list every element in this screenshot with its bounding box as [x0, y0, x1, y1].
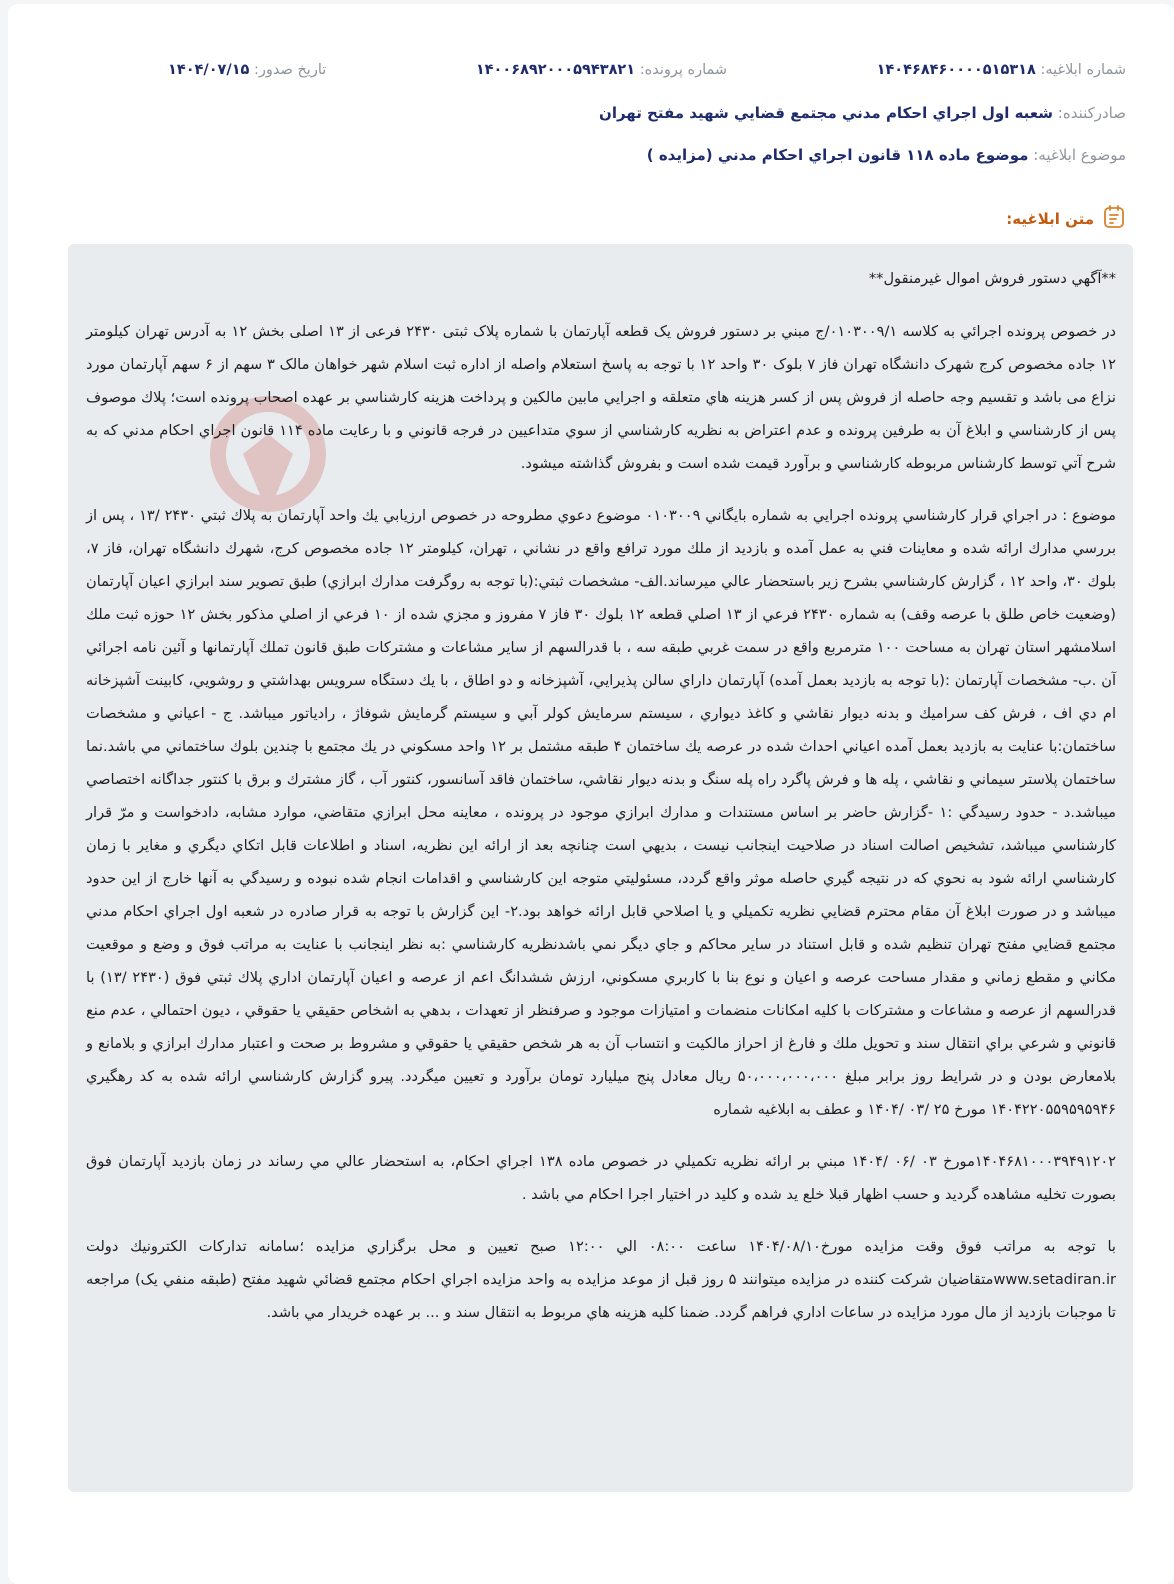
issue-date-label: تاریخ صدور: [254, 62, 327, 78]
notice-paragraph: در خصوص پرونده اجرائي به كلاسه ۰۱۰۳۰۰۹/۱/ج مبني بر دستور فروش يک قطعه آپارتمان با شماره پلاک ثبتی ۲۴۳۰ فرعی از ۱۳ اصلی بخش ۱۲ به آدرس تهران کیلومتر ۱۲ جاده مخصوص کرج شهرک دانشگاه تهران فاز ۷ بلوک ۳۰ واحد ۱۲ با توجه به پاسخ استعلام واصله از اداره ثبت اسلام شهر خواهان مالک ۳ سهم از ۶ سهم آپارتمان مورد نزاع می باشد و تقسیم وجه حاصله از فروش پس از کسر هزینه هاي متعلقه و اجرايي مابين مالكين و پرداخت هزينه كارشناسي بر عهده اصحاب پرونده است؛ پلاك موصوف پس از كارشناسي و ابلاغ آن به طرفين پرونده و عدم اعتراض به نظريه كارشناسي از سوي متداعيين در فرجه قانوني و با رعايت ماده ۱۱۴ قانون اجراي احكام مدني كه به شرح آتي توسط كارشناس مربوطه كارشناسي و برآورد قيمت شده است و بفروش گذاشته ميشود. [86, 323, 1116, 472]
notice-heading: **آگهي دستور فروش اموال غيرمنقول** [868, 270, 1116, 287]
subject-row [647, 146, 1126, 164]
notice-meta-row [68, 62, 1126, 86]
notice-text-heading [1006, 204, 1126, 234]
issuer-label: صادرکننده: [1057, 104, 1126, 122]
notice-number-value: ۱۴۰۴۶۸۴۶۰۰۰۰۵۱۵۳۱۸ [876, 62, 1036, 78]
issuer-row [599, 104, 1126, 122]
subject-label: موضوع ابلاغیه: [1033, 146, 1126, 164]
notice-number [877, 62, 1126, 86]
case-number [476, 62, 727, 86]
issue-date [168, 62, 326, 86]
notice-body-box [68, 244, 1133, 1492]
notice-paragraph: با توجه به مراتب فوق وقت مزايده مورخ۱۴۰۴/۰۸/۱۰ ساعت ۰۸:۰۰ الي ۱۲:۰۰ صبح تعيين و محل برگزاري مزايده ؛سامانه تداركات الكترونيك دولت www.setadiran.irمتقاضيان شركت كننده در مزايده ميتوانند ۵ روز قبل از موعد مزايده به واحد مزايده اجراي احكام مجتمع قضائي شهيد مفتح (طبقه منفي يک) مراجعه تا موجبات بازديد از مال مورد مزايده در ساعات اداري فراهم گردد. ضمنا كليه هزينه هاي مربوط به انتقال سند و ... بر عهده خريدار مي باشد. [86, 1238, 1116, 1321]
notice-card [8, 4, 1174, 1584]
notice-number-label: شماره ابلاغیه: [1040, 62, 1126, 78]
notice-text-title: متن ابلاغیه: [1006, 210, 1094, 228]
subject-value: موضوع ماده ۱۱۸ قانون اجراي احكام مدني (مزايده ) [646, 146, 1029, 164]
issue-date-value: ۱۴۰۴/۰۷/۱۵ [168, 62, 250, 78]
case-number-value: ۱۴۰۰۶۸۹۲۰۰۰۵۹۴۳۸۲۱ [475, 62, 636, 78]
case-number-label: شماره پرونده: [639, 62, 728, 78]
issuer-value: شعبه اول اجراي احكام مدني مجتمع قضايي شهيد مفتح تهران [599, 104, 1053, 122]
notice-paragraph: ۱۴۰۴۶۸۱۰۰۰۳۹۴۹۱۲۰۲مورخ ۰۳ /۰۶ /۱۴۰۴ مبني بر ارائه نظريه تكميلي در خصوص ماده ۱۳۸ اجراي احكام، به استحضار عالي مي رساند در زمان بازديد آپارتمان فوق بصورت تخليه مشاهده گرديد و حسب اظهار قبلا خلع يد شده و كليد در اختيار اجرا احكام مي باشد . [86, 1153, 1116, 1203]
notice-icon [1102, 204, 1126, 234]
notice-body [86, 262, 1116, 1348]
notice-paragraph: موضوع : در اجراي قرار كارشناسي پرونده اجرايي به شماره بايگاني ۰۱۰۳۰۰۹ موضوع دعوي مطروحه در خصوص ارزيابي يك واحد آپارتمان به پلاك ثبتي ۲۴۳۰ /۱۳ ، پس از بررسي مدارك ارائه شده و معاينات فني به عمل آمده و بازديد از ملك مورد ترافع واقع در نشاني ، تهران، كيلومتر ۱۲ جاده مخصوص كرج، شهرك دانشگاه تهران، فاز ۷، بلوك ۳۰، واحد ۱۲ ، گزارش كارشناسي بشرح زير باستحضار عالي ميرساند.الف- مشخصات ثبتي:(با توجه به روگرفت مدارك ابرازي) طبق تصوير سند ابرازي اعيان آپارتمان (وضعيت خاص طلق با عرصه وقف) به شماره ۲۴۳۰ فرعي از ۱۳ اصلي قطعه ۱۲ بلوك ۳۰ فاز ۷ مفروز و مجزي شده از ۱۰ فرعي از اصلي مذكور بخش ۱۲ حوزه ثبت ملك اسلامشهر استان تهران به مساحت ۱۰۰ مترمربع واقع در سمت غربي طبقه سه ، با قدرالسهم از ساير مشاعات و مشتركات طبق قانون تملك آپارتمانها و آئين نامه اجرائي آن .ب- مشخصات آپارتمان :(با توجه به بازديد بعمل آمده) آپارتمان داراي سالن پذيرايي، آشپزخانه و دو اطاق ، با يك دستگاه سرويس بهداشتي و روشويي، كابينت آشپزخانه ام دي اف ، فرش كف سراميك و بدنه ديوار نقاشي و كاغذ ديواري ، سيستم سرمايش كولر آبي و سيستم گرمايش شوفاژ ، رادياتور ميباشد. ج - اعياني و مشخصات ساختمان:با عنايت به بازديد بعمل آمده اعياني احداث شده در عرصه يك ساختمان ۴ طبقه مشتمل بر ۱۲ واحد مسكوني در يك مجتمع با چندين بلوك ساختماني مي باشد.نما ساختمان پلاستر سيماني و نقاشي ، پله ها و فرش پاگرد راه پله سنگ و بدنه ديوار نقاشي، ساختمان فاقد آسانسور، كنتور آب ، گاز مشترك و برق با كنتور جداگانه اختصاصي ميباشد.د - حدود رسيدگي :۱ -گزارش حاضر بر اساس مستندات و مدارك ابرازي موجود در پرونده ، معاينه محل ابرازي متقاضي، موارد مشابه، دادخواست و مرّ قرار كارشناسي ميباشد، تشخيص اصالت اسناد در صلاحيت اينجانب نيست ، بديهي است چنانچه بعد از ارائه اين نظريه، اسناد و اطلاعات قابل اتكاي ديگري و مغاير با زمان كارشناسي ارائه شود به نحوي كه در نتيجه گيري حاصله موثر واقع گردد، مسئوليتي متوجه اين كارشناسي و اقدامات انجام شده نبوده و رسيدگي به آنها خارج از اين حدود ميباشد و در صورت ابلاغ آن مقام محترم قضايي نظريه تكميلي و يا اصلاحي قابل ارائه خواهد بود.۲- اين گزارش با توجه به قرار صادره در شعبه اول اجراي احكام مدني مجتمع قضايي مفتح تهران تنظيم شده و قابل استناد در ساير محاكم و جاي ديگر نمي باشدنظريه كارشناسي :به نظر اينجانب با عنايت به مراتب فوق و وضع و موقعيت مكاني و مقطع زماني و مقدار مساحت عرصه و اعيان و نوع بنا با كاربري مسكوني، ارزش ششدانگ اعم از عرصه و اعيان آپارتمان اداري پلاك ثبتي فوق (۲۴۳۰ /۱۳) با قدرالسهم از عرصه و مشاعات و مشتركات با كليه امكانات منضمات و امتيازات موجود و صرفنظر از تعهدات ، بدهي به اشخاص حقيقي يا حقوقي ، ديون احتمالي ، عدم منع قانوني و شرعي براي انتقال سند و تحويل ملك و فارغ از احراز مالكيت و انتساب آن به هر شخص حقيقي يا حقوقي و مشروط بر صحت و اعتبار مدارك ابرازي و بلامانع و بلامعارض بودن و در شرايط روز برابر مبلغ ۵۰،۰۰۰،۰۰۰،۰۰۰ ريال معادل پنج ميليارد تومان برآورد و تعيين ميگردد. پيرو گزارش كارشناسي ارائه شده به كد رهگيري ۱۴۰۴۲۲۰۵۵۹۵۹۵۹۴۶ مورخ ۲۵ /۰۳ /۱۴۰۴ و عطف به ابلاغيه شماره [86, 507, 1117, 1118]
